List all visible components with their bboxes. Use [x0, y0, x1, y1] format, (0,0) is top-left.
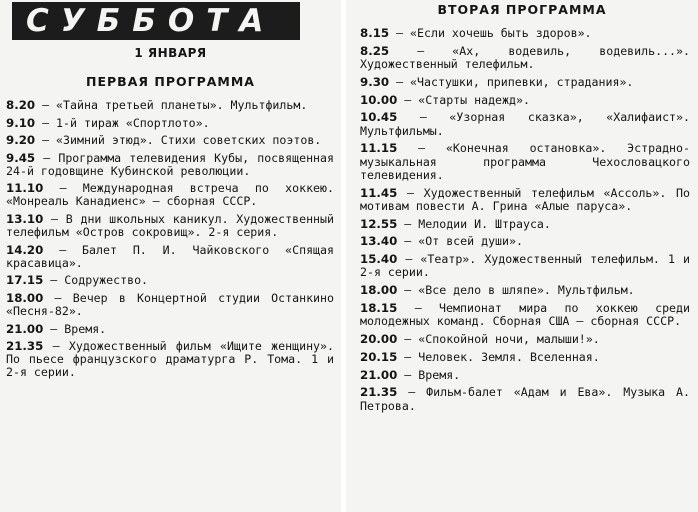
entry-description: — Фильм-балет «Адам и Ева». Музыка А. Петрова. [360, 385, 690, 413]
second-program-schedule [360, 27, 690, 417]
day-banner: СУББОТА [12, 2, 300, 40]
entry-time: 18.15 [360, 300, 398, 315]
schedule-entry [360, 386, 690, 412]
entry-time: 9.45 [6, 150, 36, 165]
entry-time: 18.00 [360, 283, 398, 298]
entry-description: — Чемпионат мира по хоккею среди молодежных команд. Сборная США — сборная СССР. [360, 300, 690, 329]
schedule-entry [6, 244, 334, 270]
entry-time: 9.30 [360, 74, 390, 89]
schedule-entry [360, 302, 690, 328]
entry-time: 21.00 [6, 321, 44, 336]
entry-description: — «Все дело в шляпе». Мультфильм. [397, 283, 635, 298]
entry-description: — «Старты надежд». [397, 92, 530, 107]
entry-time: 21.35 [6, 339, 44, 354]
entry-time: 14.20 [6, 242, 44, 257]
entry-time: 11.10 [6, 181, 44, 196]
entry-time: 11.45 [360, 185, 398, 200]
entry-time: 8.15 [360, 26, 390, 40]
schedule-entry [6, 152, 334, 178]
entry-description: — Международная встреча по хоккею. «Монреаль Канадиенс» — сборная СССР. [6, 181, 334, 209]
entry-time: 13.10 [6, 211, 44, 226]
entry-description: — «Зимний этюд». Стихи советских поэтов. [35, 133, 322, 147]
entry-time: 21.00 [360, 367, 398, 382]
entry-description: — «Ах, водевиль, водевиль...». Художественный телефильм. [360, 43, 690, 71]
entry-description: — Художественный телефильм «Ассоль». По мотивам повести А. Грина «Алые паруса». [360, 185, 690, 213]
entry-description: — «От всей души». [397, 234, 523, 249]
schedule-entry [360, 253, 690, 279]
entry-time: 13.40 [360, 234, 398, 249]
schedule-entry [360, 187, 690, 213]
entry-description: — «Если хочешь быть здоров». [389, 26, 592, 40]
entry-time: 21.35 [360, 385, 398, 400]
schedule-entry [360, 351, 690, 364]
schedule-entry [6, 292, 334, 318]
entry-time: 20.15 [360, 349, 398, 364]
entry-time: 12.55 [360, 216, 398, 231]
schedule-entry [360, 94, 690, 107]
entry-time: 10.45 [360, 110, 398, 125]
schedule-entry [360, 111, 690, 137]
first-program-column [0, 0, 341, 512]
entry-time: 15.40 [360, 252, 398, 267]
schedule-entry [360, 76, 690, 89]
schedule-entry [6, 117, 334, 130]
second-program-column [346, 0, 698, 512]
entry-description: — «Узорная сказка», «Халифаист». Мультфильмы. [360, 110, 690, 138]
schedule-entry [360, 369, 690, 382]
entry-description: — Время. [397, 367, 461, 382]
entry-description: — Программа телевидения Кубы, посвященная 24-й годовщине Кубинской революции. [6, 150, 334, 178]
entry-description: — «Частушки, припевки, страдания». [389, 74, 634, 89]
entry-time: 8.20 [6, 98, 36, 112]
date-heading: 1 ЯНВАРЯ [134, 46, 207, 60]
schedule-entry [6, 99, 334, 112]
schedule-entry [6, 274, 334, 287]
entry-time: 8.25 [360, 43, 390, 58]
entry-time: 11.15 [360, 141, 398, 156]
entry-description: — В дни школьных каникул. Художественный телефильм «Остров сокровищ». 2-я серия. [6, 211, 334, 240]
entry-description: — 1-й тираж «Спортлото». [35, 115, 210, 130]
entry-description: — Балет П. И. Чайковского «Спящая красавица». [6, 242, 334, 270]
entry-description: — Содружество. [43, 273, 149, 288]
entry-description: — «Театр». Художественный телефильм. 1 и 2-я серии. [360, 252, 690, 280]
schedule-entry [360, 45, 690, 71]
entry-time: 9.20 [6, 133, 36, 147]
entry-time: 10.00 [360, 92, 398, 107]
schedule-entry [6, 340, 334, 380]
entry-description: — «Тайна третьей планеты». Мультфильм. [35, 98, 308, 112]
schedule-entry [360, 284, 690, 297]
second-program-heading: ВТОРАЯ ПРОГРАММА [437, 2, 607, 17]
schedule-entry [360, 27, 690, 40]
entry-time: 20.00 [360, 331, 398, 346]
first-program-heading: ПЕРВАЯ ПРОГРАММА [86, 74, 255, 89]
entry-description: — Человек. Земля. Вселенная. [397, 349, 600, 364]
entry-time: 17.15 [6, 273, 44, 288]
schedule-entry [6, 323, 334, 336]
schedule-entry [360, 333, 690, 346]
schedule-entry [360, 235, 690, 248]
schedule-entry [360, 142, 690, 182]
schedule-entry [6, 213, 334, 239]
first-program-schedule [6, 99, 334, 384]
entry-description: — Мелодии И. Штрауса. [397, 216, 551, 231]
entry-time: 9.10 [6, 115, 36, 130]
entry-time: 18.00 [6, 290, 44, 305]
entry-description: — Вечер в Концертной студии Останкино «Песня-82». [6, 290, 334, 319]
schedule-entry [360, 218, 690, 231]
entry-description: — Время. [43, 321, 107, 336]
schedule-entry [6, 182, 334, 208]
entry-description: — Художественный фильм «Ищите женщину». По пьесе французского драматурга Р. Тома. 1 и 2-я серии. [6, 339, 334, 380]
entry-description: — «Спокойной ночи, малыши!». [397, 331, 600, 346]
entry-description: — «Конечная остановка». Эстрадно-музыкальная программа Чехословацкого телевидения. [360, 141, 690, 182]
schedule-entry [6, 134, 334, 147]
